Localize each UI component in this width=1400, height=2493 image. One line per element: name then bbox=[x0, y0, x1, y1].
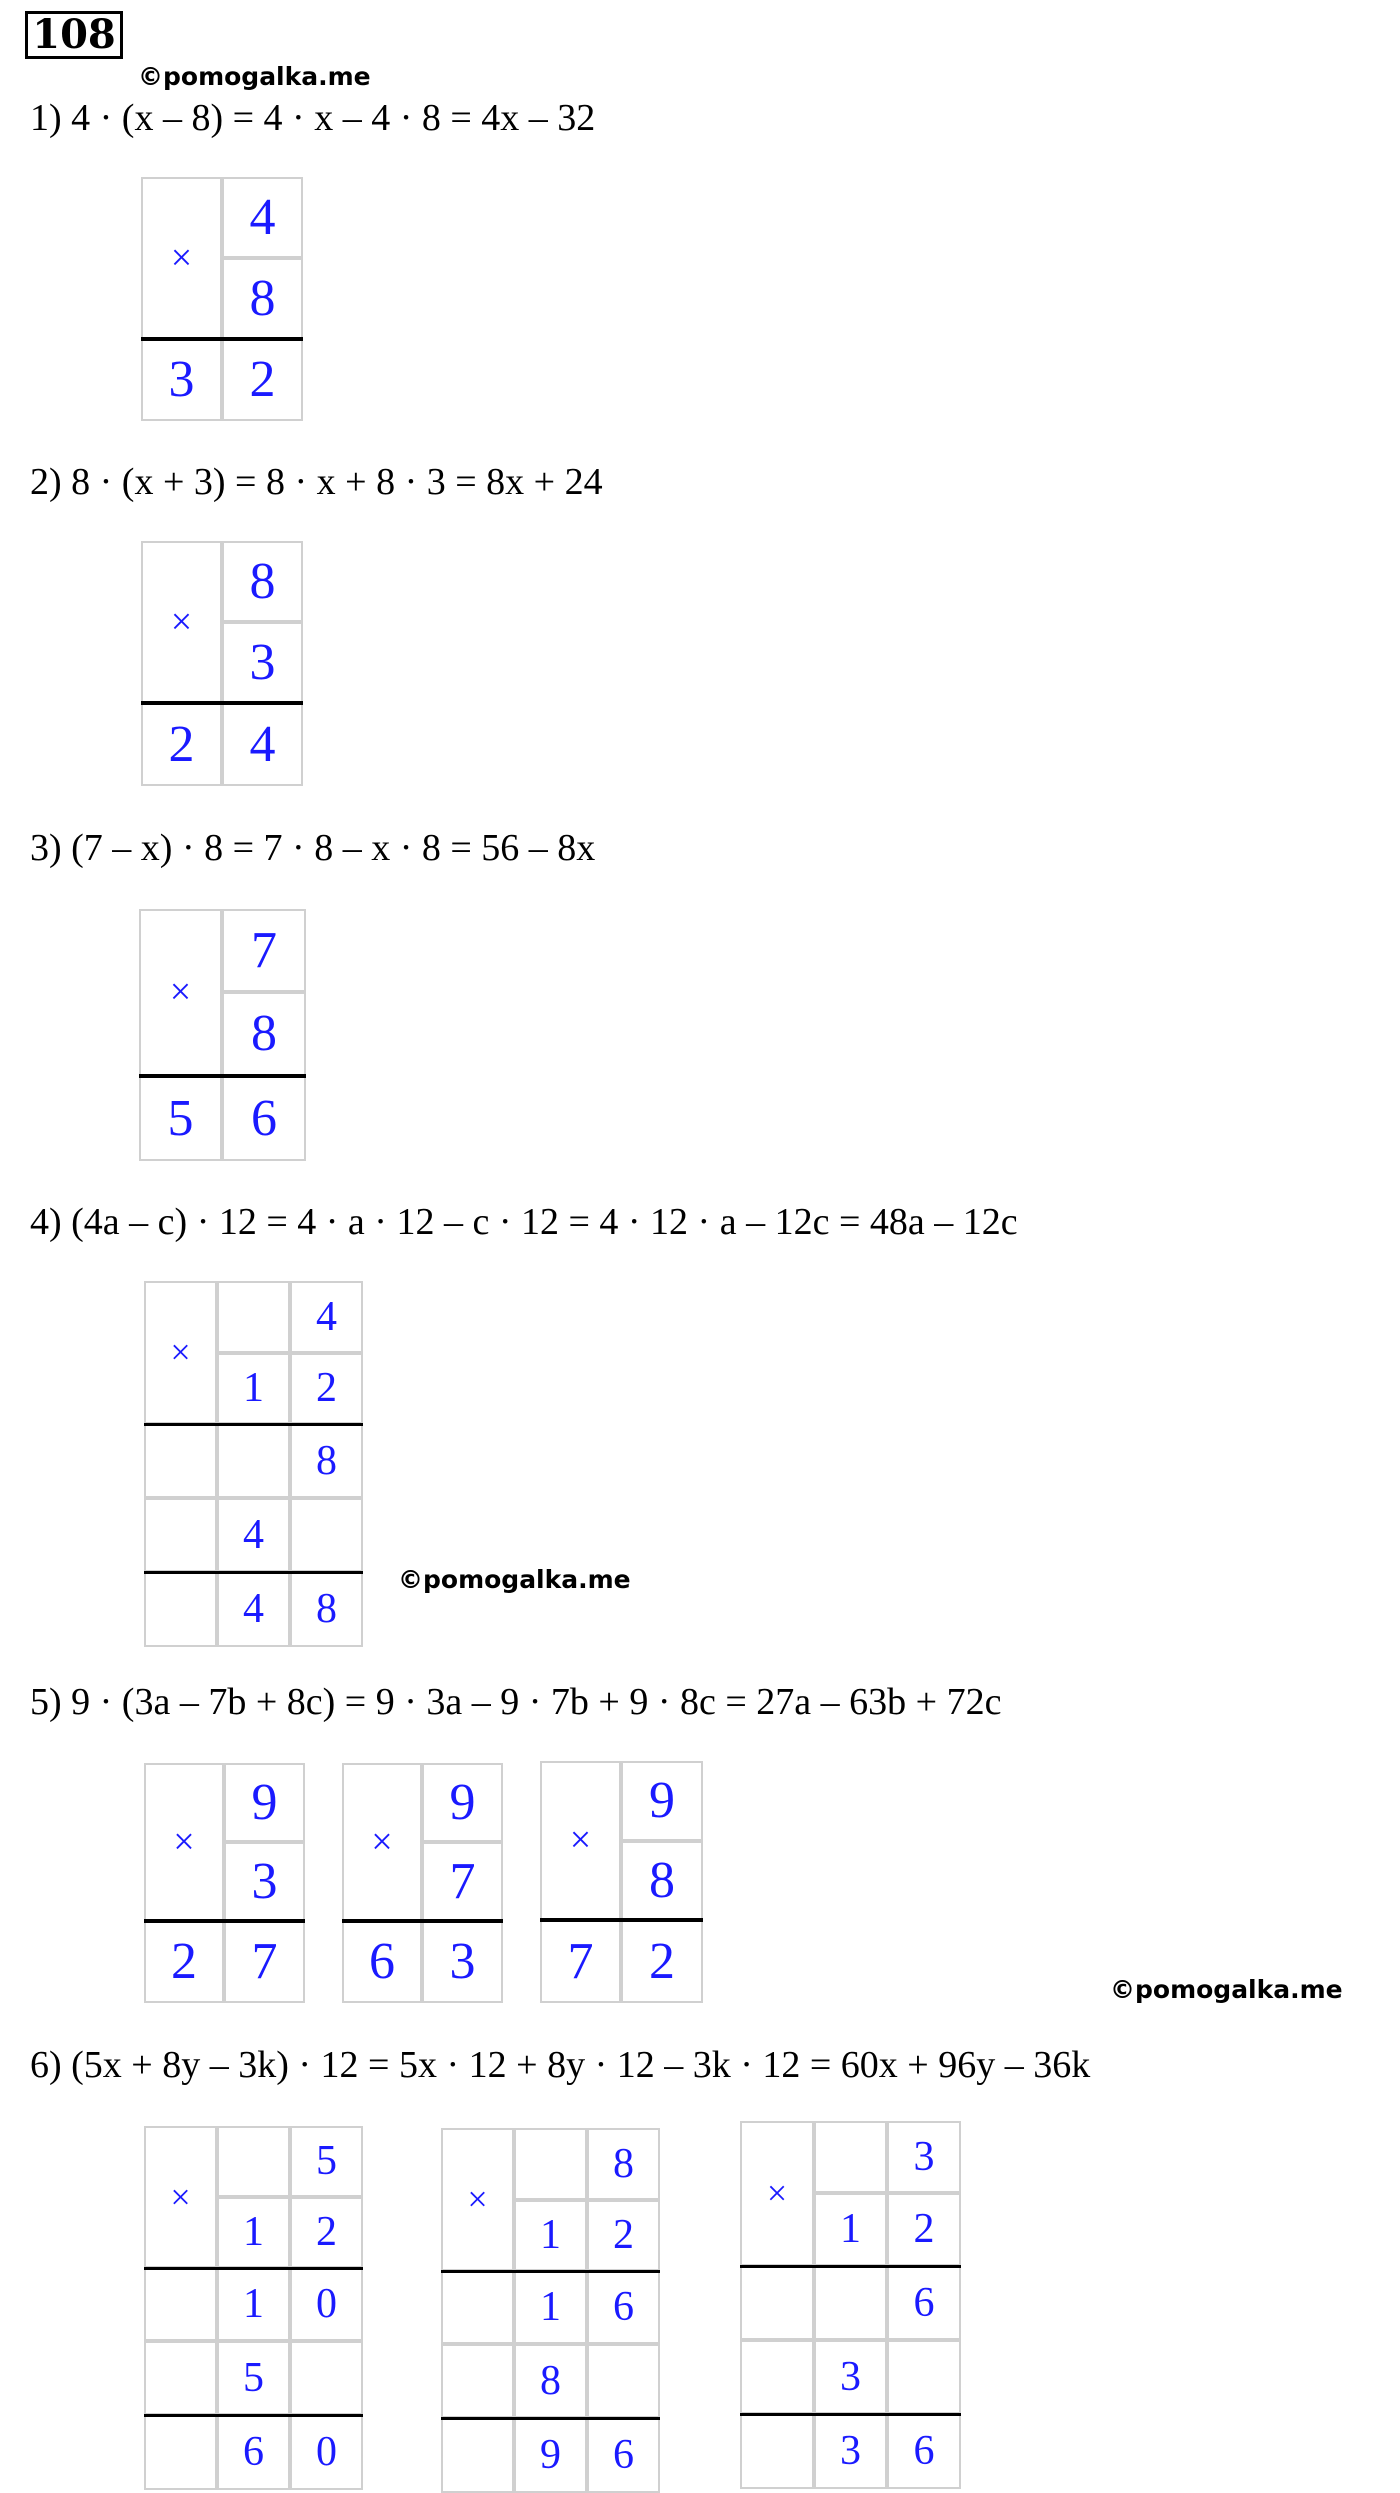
result-rule bbox=[144, 1919, 305, 1923]
table-cell: 2 bbox=[290, 1353, 363, 1424]
table-cell: 5 bbox=[139, 1076, 222, 1161]
table-cell: 1 bbox=[514, 2200, 587, 2271]
times-sign: × bbox=[139, 909, 222, 1076]
watermark: ©pomogalka.me bbox=[398, 1565, 631, 1594]
table-cell bbox=[144, 2415, 217, 2490]
result-rule bbox=[740, 2265, 961, 2268]
times-sign: × bbox=[141, 177, 222, 339]
result-rule bbox=[139, 1074, 306, 1078]
table-cell: 7 bbox=[224, 1921, 305, 2003]
equation-5: 5) 9 · (3a – 7b + 8c) = 9 · 3a – 9 · 7b + 9 · 8c = 27a – 63b + 72c bbox=[30, 1681, 1002, 1723]
table-cell bbox=[144, 2341, 217, 2415]
multiplication-table-5c bbox=[540, 1761, 703, 2003]
table-cell: 8 bbox=[514, 2344, 587, 2418]
table-cell: 5 bbox=[217, 2341, 290, 2415]
table-cell bbox=[144, 1498, 217, 1572]
table-cell: 0 bbox=[290, 2268, 363, 2341]
table-cell: 6 bbox=[217, 2415, 290, 2490]
table-cell: 2 bbox=[587, 2200, 660, 2271]
equation-2: 2) 8 · (x + 3) = 8 · x + 8 · 3 = 8x + 24 bbox=[30, 461, 603, 503]
table-cell bbox=[144, 1424, 217, 1498]
table-cell: 2 bbox=[887, 2193, 961, 2266]
watermark: ©pomogalka.me bbox=[138, 62, 371, 91]
table-cell: 0 bbox=[290, 2415, 363, 2490]
table-cell: 3 bbox=[222, 622, 303, 703]
table-cell: 3 bbox=[887, 2121, 961, 2193]
table-cell: 7 bbox=[222, 909, 306, 992]
table-cell: 4 bbox=[290, 1281, 363, 1353]
table-cell bbox=[290, 2341, 363, 2415]
table-cell: 8 bbox=[290, 1572, 363, 1647]
result-rule bbox=[740, 2413, 961, 2416]
table-cell: 8 bbox=[621, 1841, 703, 1920]
multiplication-table-5a bbox=[144, 1763, 305, 2003]
times-sign: × bbox=[141, 541, 222, 703]
table-cell: 6 bbox=[587, 2418, 660, 2493]
table-cell bbox=[740, 2340, 814, 2414]
table-cell: 6 bbox=[887, 2414, 961, 2489]
table-cell bbox=[740, 2414, 814, 2489]
result-rule bbox=[144, 2414, 363, 2417]
table-cell: 9 bbox=[224, 1763, 305, 1842]
table-cell bbox=[441, 2418, 514, 2493]
table-cell: 3 bbox=[224, 1842, 305, 1921]
table-cell bbox=[814, 2121, 887, 2193]
table-cell bbox=[887, 2340, 961, 2414]
table-cell bbox=[587, 2344, 660, 2418]
table-cell: 7 bbox=[540, 1920, 621, 2003]
table-cell bbox=[217, 2126, 290, 2197]
table-cell: 3 bbox=[141, 339, 222, 421]
table-cell: 3 bbox=[814, 2340, 887, 2414]
table-cell: 8 bbox=[290, 1424, 363, 1498]
table-cell: 1 bbox=[514, 2271, 587, 2344]
table-cell: 5 bbox=[290, 2126, 363, 2197]
table-cell bbox=[144, 2268, 217, 2341]
table-cell: 8 bbox=[222, 258, 303, 339]
table-cell bbox=[290, 1498, 363, 1572]
table-cell bbox=[814, 2266, 887, 2340]
result-rule bbox=[342, 1919, 503, 1923]
table-cell: 8 bbox=[587, 2128, 660, 2200]
table-cell bbox=[740, 2266, 814, 2340]
table-cell: 2 bbox=[144, 1921, 224, 2003]
equation-1: 1) 4 · (x – 8) = 4 · x – 4 · 8 = 4x – 32 bbox=[30, 97, 596, 139]
multiplication-table-5b bbox=[342, 1763, 503, 2003]
table-cell: 1 bbox=[217, 2268, 290, 2341]
multiplication-table-6b bbox=[441, 2128, 660, 2493]
table-cell bbox=[514, 2128, 587, 2200]
table-cell: 4 bbox=[222, 703, 303, 786]
times-sign: × bbox=[144, 2126, 217, 2268]
table-cell: 2 bbox=[290, 2197, 363, 2268]
table-cell: 6 bbox=[222, 1076, 306, 1161]
table-cell: 3 bbox=[422, 1921, 503, 2003]
result-rule bbox=[540, 1918, 703, 1922]
equation-6: 6) (5x + 8y – 3k) · 12 = 5x · 12 + 8y · 12 – 3k · 12 = 60x + 96y – 36k bbox=[30, 2044, 1091, 2086]
times-sign: × bbox=[740, 2121, 814, 2266]
result-rule bbox=[141, 701, 303, 705]
table-cell: 1 bbox=[814, 2193, 887, 2266]
equation-4: 4) (4a – c) · 12 = 4 · a · 12 – c · 12 = 4 · 12 · a – 12c = 48a – 12c bbox=[30, 1201, 1018, 1243]
table-cell: 3 bbox=[814, 2414, 887, 2489]
table-cell: 7 bbox=[422, 1842, 503, 1921]
table-cell: 2 bbox=[141, 703, 222, 786]
table-cell: 2 bbox=[222, 339, 303, 421]
table-cell: 4 bbox=[217, 1498, 290, 1572]
watermark: ©pomogalka.me bbox=[1110, 1975, 1343, 2004]
times-sign: × bbox=[342, 1763, 422, 1921]
times-sign: × bbox=[540, 1761, 621, 1920]
times-sign: × bbox=[144, 1763, 224, 1921]
result-rule bbox=[144, 1571, 363, 1574]
table-cell: 1 bbox=[217, 2197, 290, 2268]
table-cell: 6 bbox=[887, 2266, 961, 2340]
table-cell bbox=[441, 2344, 514, 2418]
table-cell: 9 bbox=[514, 2418, 587, 2493]
multiplication-table-3 bbox=[139, 909, 306, 1161]
multiplication-table-2 bbox=[141, 541, 303, 786]
problem-number: 108 bbox=[25, 11, 123, 59]
times-sign: × bbox=[144, 1281, 217, 1424]
times-sign: × bbox=[441, 2128, 514, 2271]
multiplication-table-1 bbox=[141, 177, 303, 421]
table-cell: 6 bbox=[342, 1921, 422, 2003]
table-cell: 8 bbox=[222, 992, 306, 1076]
table-cell: 9 bbox=[621, 1761, 703, 1841]
table-cell bbox=[217, 1281, 290, 1353]
table-cell: 8 bbox=[222, 541, 303, 622]
multiplication-table-6c bbox=[740, 2121, 961, 2489]
table-cell bbox=[144, 1572, 217, 1647]
multiplication-table-4 bbox=[144, 1281, 363, 1647]
table-cell bbox=[217, 1424, 290, 1498]
result-rule bbox=[441, 2270, 660, 2273]
table-cell: 4 bbox=[222, 177, 303, 258]
result-rule bbox=[441, 2417, 660, 2420]
result-rule bbox=[144, 2267, 363, 2270]
result-rule bbox=[141, 337, 303, 341]
equation-3: 3) (7 – x) · 8 = 7 · 8 – x · 8 = 56 – 8x bbox=[30, 827, 596, 869]
table-cell: 6 bbox=[587, 2271, 660, 2344]
table-cell: 4 bbox=[217, 1572, 290, 1647]
table-cell: 9 bbox=[422, 1763, 503, 1842]
table-cell bbox=[441, 2271, 514, 2344]
table-cell: 1 bbox=[217, 1353, 290, 1424]
multiplication-table-6a bbox=[144, 2126, 363, 2490]
result-rule bbox=[144, 1423, 363, 1426]
table-cell: 2 bbox=[621, 1920, 703, 2003]
